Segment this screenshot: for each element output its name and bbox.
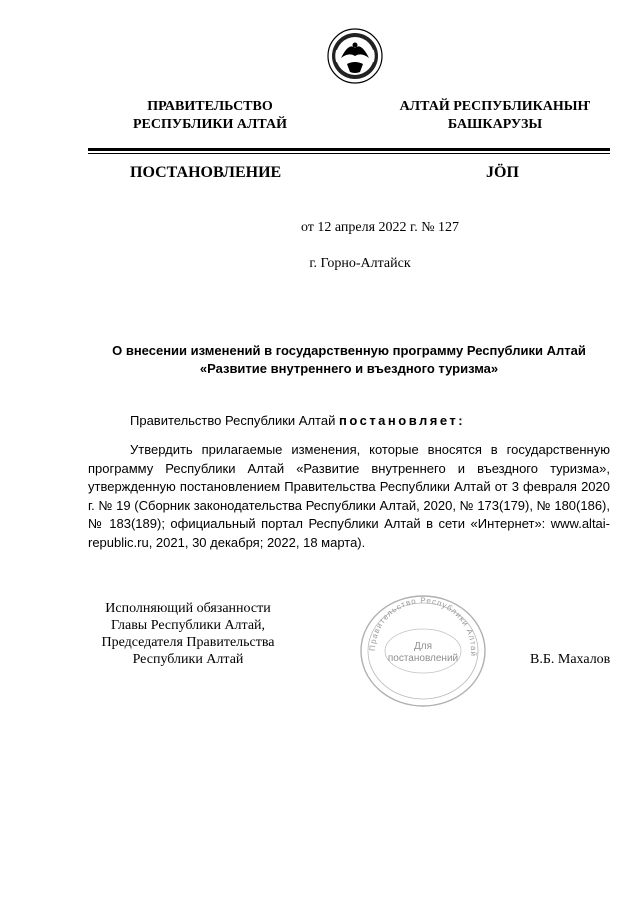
official-seal-stamp [356, 592, 490, 710]
city-line: г. Горно-Алтайск [309, 256, 411, 271]
doc-type-left: ПОСТАНОВЛЕНИЕ [130, 164, 282, 181]
header-left-line2: РЕСПУБЛИКИ АЛТАЙ [132, 117, 288, 132]
document-title [88, 342, 610, 378]
title-line1: О внесении изменений в государственную программу Республики Алтай [112, 343, 586, 358]
header-divider-thick [88, 148, 610, 151]
signature-line3: Председателя Правительства [101, 635, 275, 650]
date-number-line: от 12 апреля 2022 г. № 127 [300, 220, 460, 235]
header-divider-thin [88, 153, 610, 154]
stamp-ring-text: Правительство Республики Алтай [367, 595, 479, 658]
preamble [130, 413, 465, 428]
preamble-verb: постановляет: [338, 413, 466, 428]
signature-line1: Исполняющий обязанности [105, 601, 271, 616]
body-paragraph: Утвердить прилагаемые изменения, которые вносятся в государственную программу Республики Алтай «Развитие внутреннего и въездного туризма», утвержденную постановлением Правительства Республики Алтай от 3 февраля 2020 г. № 19 (Сборник законодательства Республики Алтай, 2020, № 173(179), № 180(186), № 183(189); официальный портал Республики Алтай в сети «Интернет»: www.altai-republic.ru, 2021, 30 декабря; 2022, 18 марта). [88, 442, 610, 550]
signature-line2: Главы Республики Алтай, [110, 618, 266, 633]
signature-position [88, 600, 288, 668]
signatory-name: В.Б. Махалов [530, 652, 611, 667]
header-right-line2: БАШКАРУЗЫ [447, 117, 543, 132]
title-line2: «Развитие внутреннего и въездного туризма» [199, 361, 499, 376]
coat-of-arms-emblem [327, 28, 383, 84]
preamble-subject: Правительство Республики Алтай [130, 413, 336, 428]
signature-line4: Республики Алтай [132, 652, 244, 667]
header-left [100, 98, 320, 134]
header-right-line1: АЛТАЙ РЕСПУБЛИКАНЫҤ [399, 99, 591, 114]
header-right [380, 98, 610, 134]
doc-type-right: JÖП [486, 164, 519, 181]
header-left-line1: ПРАВИТЕЛЬСТВО [147, 99, 273, 114]
stamp-center-line1: Для [413, 641, 433, 652]
stamp-center-line2: постановлений [387, 653, 459, 664]
